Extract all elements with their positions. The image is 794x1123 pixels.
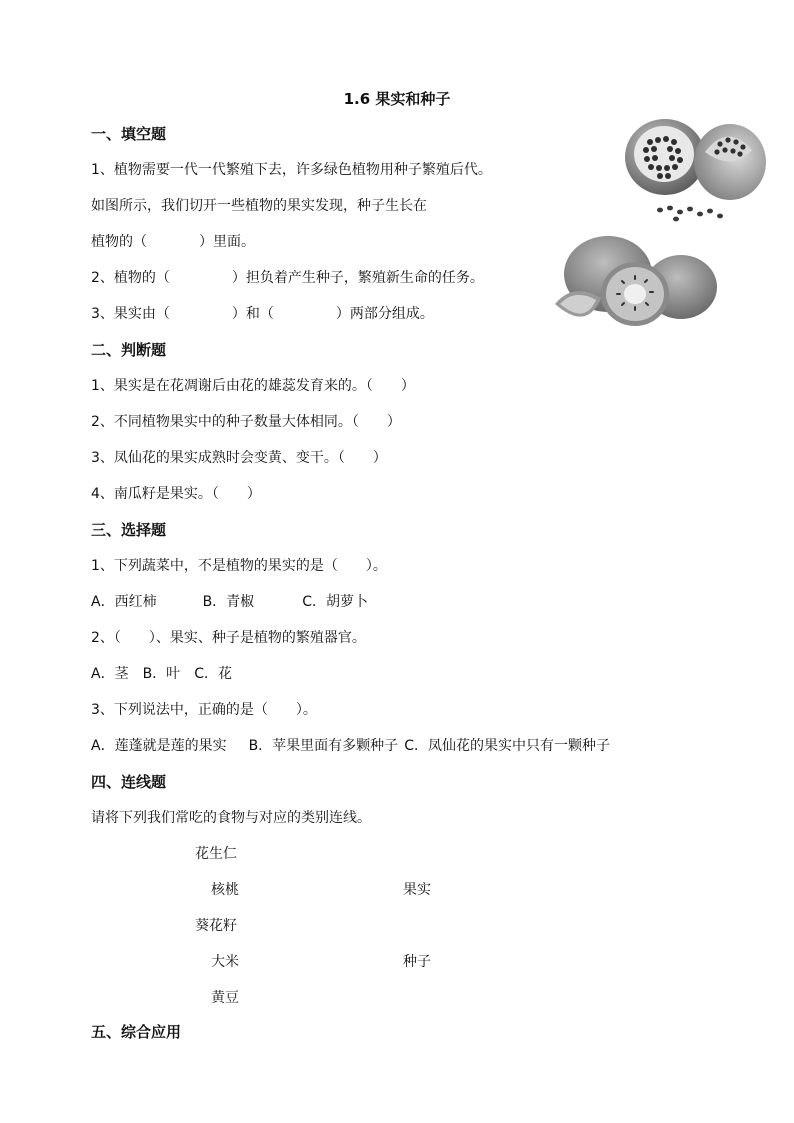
page-title: 1.6 果实和种子	[343, 90, 451, 108]
option-c[interactable]: C．凤仙花的果实中只有一颗种子	[404, 738, 610, 754]
option-b[interactable]: B．叶	[142, 666, 181, 682]
judge-question-4: 4、南瓜籽是果实。（ ）	[91, 486, 261, 502]
fill-question-2-prefix: 2、植物的（	[91, 270, 170, 286]
fill-question-1-suffix: ）里面。	[199, 234, 255, 250]
choice-question-2: 2、（ ）、果实、种子是植物的繁殖器官。	[91, 630, 366, 646]
match-category-item[interactable]: 种子	[403, 954, 431, 970]
fill-question-2	[91, 268, 484, 288]
choice-question-1-options	[91, 592, 368, 612]
fill-question-3-middle: ）和（	[231, 306, 274, 322]
match-food-item[interactable]: 葵花籽	[195, 918, 237, 934]
choice-question-2-options	[91, 664, 232, 684]
choice-question-3-options	[91, 736, 610, 756]
fill-question-2-suffix: ）担负着产生种子，繁殖新生命的任务。	[231, 270, 484, 286]
kiwi-image	[553, 232, 723, 334]
section-judge-heading: 二、判断题	[91, 341, 167, 359]
match-category-item[interactable]: 果实	[403, 882, 431, 898]
option-a[interactable]: A．莲蓬就是莲的果实	[91, 738, 227, 754]
match-food-item[interactable]: 大米	[211, 954, 239, 970]
fill-question-3-suffix: ）两部分组成。	[335, 306, 434, 322]
option-a[interactable]: A．西红柿	[91, 594, 157, 610]
section-choice-heading: 三、选择题	[91, 521, 167, 539]
fill-question-3-prefix: 3、果实由（	[91, 306, 170, 322]
option-b[interactable]: B．青椒	[202, 594, 255, 610]
option-c[interactable]: C．花	[194, 666, 232, 682]
pomegranate-image	[620, 112, 768, 226]
fill-question-1-line3	[91, 232, 255, 252]
choice-question-3: 3、下列说法中，正确的是（ ）。	[91, 702, 317, 718]
judge-question-1: 1、果实是在花凋谢后由花的雄蕊发育来的。（ ）	[91, 378, 415, 394]
match-food-item[interactable]: 核桃	[211, 882, 239, 898]
choice-question-1: 1、下列蔬菜中，不是植物的果实的是（ ）。	[91, 558, 387, 574]
option-b[interactable]: B．苹果里面有多颗种子	[248, 738, 399, 754]
option-c[interactable]: C．胡萝卜	[302, 594, 368, 610]
match-food-item[interactable]: 黄豆	[211, 990, 239, 1006]
fill-question-1-line1: 1、植物需要一代一代繁殖下去，许多绿色植物用种子繁殖后代。	[91, 162, 492, 178]
section-match-heading: 四、连线题	[91, 773, 167, 791]
fill-question-1-prefix: 植物的（	[91, 234, 147, 250]
section-apply-heading: 五、综合应用	[91, 1023, 182, 1041]
fill-question-3	[91, 304, 434, 324]
option-a[interactable]: A．茎	[91, 666, 129, 682]
judge-question-3: 3、凤仙花的果实成熟时会变黄、变干。（ ）	[91, 450, 387, 466]
match-instruction: 请将下列我们常吃的食物与对应的类别连线。	[91, 810, 371, 826]
match-food-item[interactable]: 花生仁	[195, 846, 237, 862]
fill-question-1-line2: 如图所示，我们切开一些植物的果实发现，种子生长在	[91, 198, 427, 214]
judge-question-2: 2、不同植物果实中的种子数量大体相同。（ ）	[91, 414, 401, 430]
section-fill-heading: 一、填空题	[91, 125, 167, 143]
